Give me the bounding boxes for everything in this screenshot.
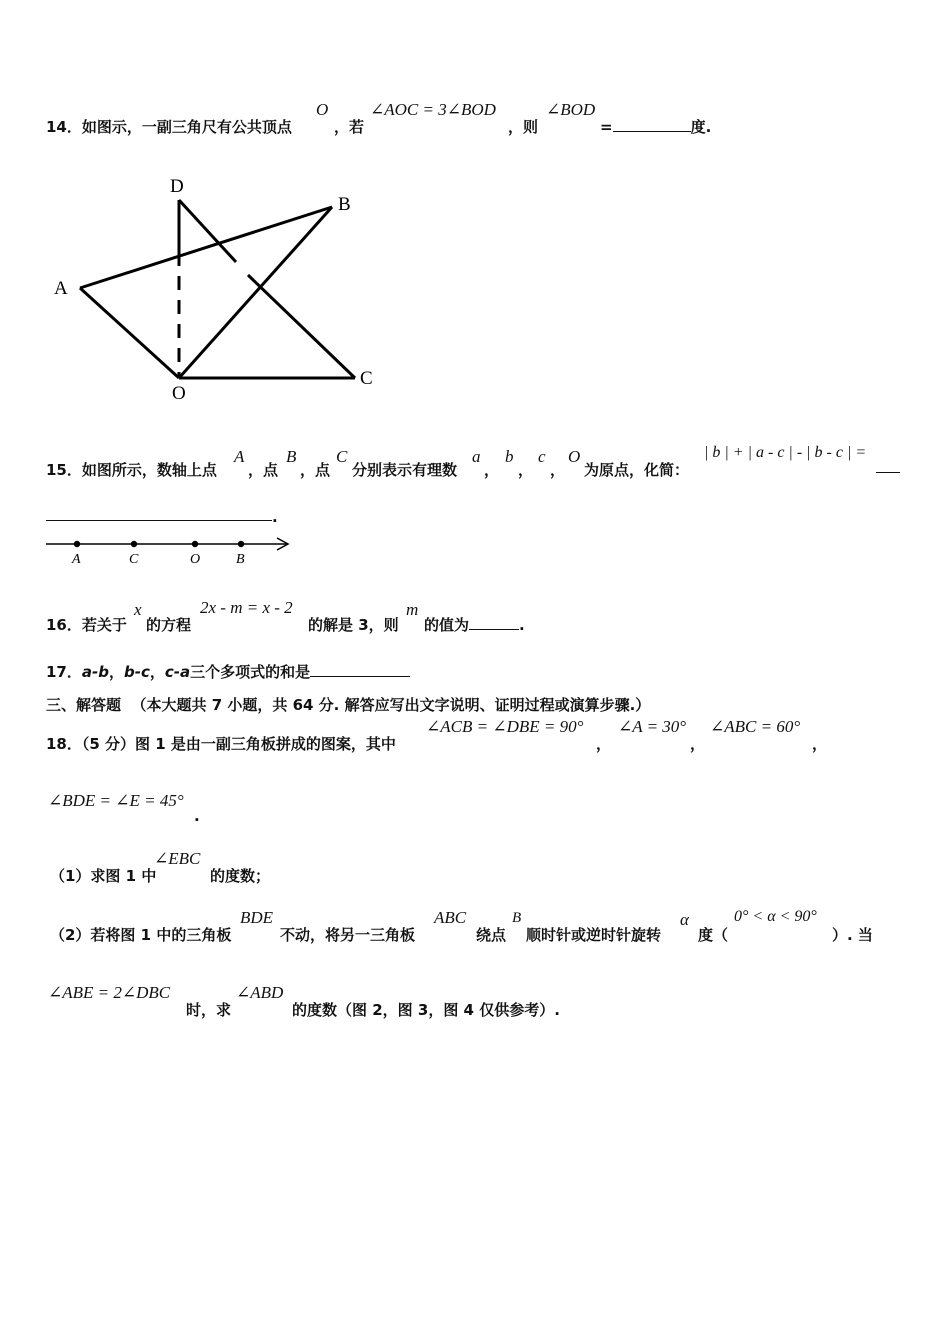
label-a: A [54,278,68,299]
q18-comma-1: ， [596,735,612,753]
q18-part2-range: 0° < α < 90° [734,908,817,925]
q15-sep-2: ， [518,461,534,479]
q18-part3-text-1: 时，求 [186,1001,232,1019]
q17-sep-2: ， [149,663,165,681]
axis-point-a [74,541,80,547]
q17-poly-3: c-a [164,663,191,681]
q16-text-1: 若关于 [81,616,127,634]
q16-answer [424,614,525,635]
q14-unit: 度. [690,118,712,136]
q14-answer [600,116,711,137]
q16-line [46,614,127,635]
q15-var-a: a [472,447,481,466]
q18-part3-abd: ∠ABD [236,983,284,1002]
q18-part1-text-2: 的度数； [210,867,271,885]
q18-part2-alpha: α [680,910,689,929]
q14-number: 14． [46,118,82,136]
q15-expression: | b | + | a - c | - | b - c | = [704,444,867,461]
q15-text-4: 分别表示有理数 [352,461,458,479]
q16-equation: 2x - m = x - 2 [200,598,293,617]
q18-part2-text-2: 不动，将另一三角板 [280,926,416,944]
q15-point-c: C [336,447,348,466]
q18-part2-text-5: 度（ [698,926,729,944]
section-3-heading [46,694,650,715]
q16-answer-blank[interactable] [469,615,519,630]
q14-text-3: ，则 [508,118,539,136]
q16-var-m: m [406,600,419,619]
axis-point-b [238,541,244,547]
q14-text-2: ，若 [334,118,365,136]
q18-comma-3: ， [812,735,828,753]
q17-poly-2: b-c [123,663,150,681]
label-b: B [338,194,351,215]
label-d: D [170,176,184,197]
q18-eq-4: ∠BDE = ∠E = 45° [48,791,184,810]
q14-line [46,116,292,137]
section-3-title: 三、解答题 [46,696,122,714]
q14-text-1: 如图示，一副三角尺有公共顶点 [81,118,292,136]
q18-part2-abc: ABC [434,908,467,927]
q18-part3-text-2: 的度数（图 2，图 3，图 4 仅供参考）. [292,1001,560,1019]
q14-answer-blank[interactable] [613,117,691,132]
q18-comma-2: ， [690,735,706,753]
q15-sep-3: ， [550,461,566,479]
axis-label-o: O [190,552,201,567]
q15-text-1: 如图所示，数轴上点 [81,461,217,479]
q14-var-o: O [316,100,329,119]
q14-equation: ∠AOC = 3∠BOD [370,100,496,119]
q17-answer-blank[interactable] [310,662,410,677]
q16-end: . [519,616,525,634]
q16-text-4: 的值为 [424,616,470,634]
axis-label-b: B [236,552,245,567]
q18-text-1: （5 分）图 1 是由一副三角板拼成的图案，其中 [81,735,396,753]
q18-number: 18． [46,735,82,753]
q18-part2-bde: BDE [240,908,274,927]
q15-number-line [40,532,300,570]
q15-origin: O [568,447,581,466]
q18-part1-angle: ∠EBC [154,849,201,868]
q18-part2-point-b: B [512,910,522,926]
q15-var-b: b [505,447,514,466]
line-dc-lower [248,275,355,378]
q16-var-x: x [134,600,142,619]
q17-poly-1: a-b [81,663,109,681]
label-c: C [360,368,373,389]
q15-text-3: ，点 [300,461,331,479]
q17-text: 三个多项式的和是 [190,663,311,681]
q14-triangle-figure [40,170,400,410]
q14-bod: ∠BOD [546,100,596,119]
q17-sep-1: ， [108,663,124,681]
q16-number: 16． [46,616,82,634]
q15-point-b: B [286,447,297,466]
axis-label-c: C [129,552,139,567]
q15-text-5: 为原点，化简： [584,461,690,479]
q15-end: . [272,508,278,526]
q15-text-2: ，点 [248,461,279,479]
q18-part2-text-3: 绕点 [476,926,507,944]
line-ao [80,288,179,378]
q18-part2-text-4: 顺时针或逆时针旋转 [526,926,662,944]
q17-line [46,661,410,682]
axis-point-c [131,541,137,547]
q18-eq-3: ∠ABC = 60° [710,717,801,736]
q15-var-c: c [538,447,546,466]
q17-number: 17． [46,663,82,681]
q15-sep-1: ， [484,461,500,479]
q18-part2-text-6: ）. 当 [832,926,873,944]
q15-line [46,459,217,480]
q15-answer-blank-1[interactable] [876,472,900,473]
q18-dot: . [194,807,200,825]
axis-point-o [192,541,198,547]
q18-part3-equation: ∠ABE = 2∠DBC [48,983,171,1002]
q16-text-2: 的方程 [146,616,192,634]
q15-number: 15． [46,461,82,479]
q18-eq-2: ∠A = 30° [618,717,687,736]
section-3-note: （本大题共 7 小题，共 64 分. 解答应写出文字说明、证明过程或演算步骤.） [131,696,651,714]
q16-text-3: 的解是 3，则 [308,616,399,634]
q15-answer-blank-2[interactable] [46,520,272,521]
label-o: O [172,383,186,404]
q15-point-a: A [234,447,245,466]
q18-line-1 [46,733,396,754]
axis-label-a: A [72,552,81,567]
q18-part2-text-1: （2）若将图 1 中的三角板 [50,926,232,944]
q14-eq-sign: = [600,118,613,136]
q18-eq-1: ∠ACB = ∠DBE = 90° [426,717,584,736]
q18-part1-text-1: （1）求图 1 中 [50,867,157,885]
